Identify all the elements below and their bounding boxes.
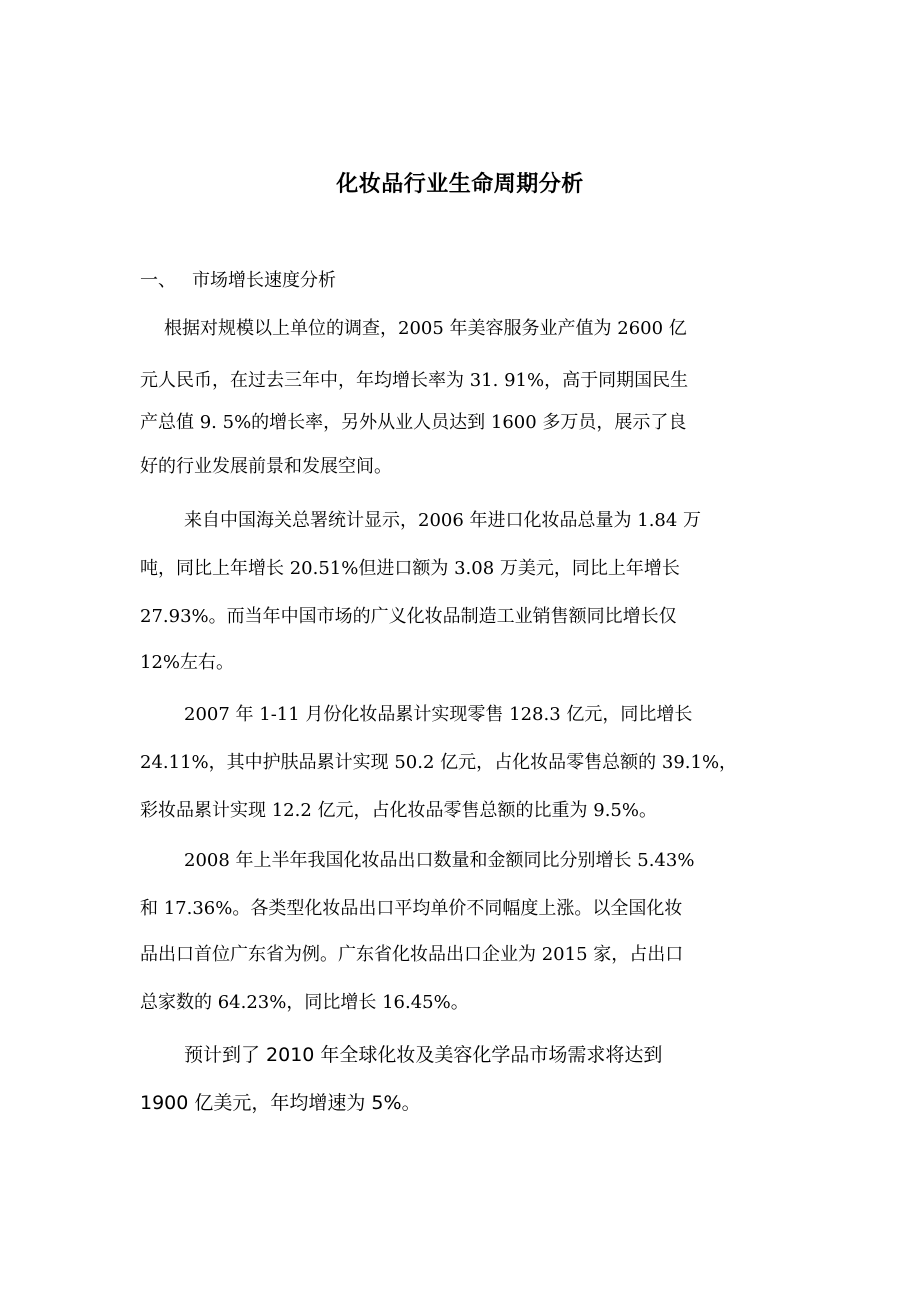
section-number: 一、 <box>140 270 176 291</box>
paragraph-5-line-2: 1900 亿美元，年均增速为 5%。 <box>140 1092 421 1114</box>
paragraph-4-line-1: 2008 年上半年我国化妆品出口数量和金额同比分别增长 5.43% <box>184 850 695 871</box>
paragraph-3-line-2: 24.11%，其中护肤品累计实现 50.2 亿元，占化妆品零售总额的 39.1%， <box>140 752 738 773</box>
paragraph-2-line-4: 12%左右。 <box>140 652 235 673</box>
section-title: 市场增长速度分析 <box>192 270 336 291</box>
paragraph-1-line-3: 产总值 9. 5%的增长率，另外从业人员达到 1600 多万员，展示了良 <box>140 412 687 433</box>
paragraph-5-line-1: 预计到了 2010 年全球化妆及美容化学品市场需求将达到 <box>184 1044 663 1066</box>
paragraph-2-line-3: 27.93%。而当年中国市场的广义化妆品制造工业销售额同比增长仅 <box>140 606 677 627</box>
paragraph-3-line-3: 彩妆品累计实现 12.2 亿元，占化妆品零售总额的比重为 9.5%。 <box>140 800 657 821</box>
paragraph-1-line-2: 元人民币，在过去三年中，年均增长率为 31. 91%，高于同期国民生 <box>140 370 689 391</box>
paragraph-1-line-1: 根据对规模以上单位的调查，2005 年美容服务业产值为 2600 亿 <box>164 318 687 339</box>
paragraph-1-line-4: 好的行业发展前景和发展空间。 <box>140 456 392 477</box>
paragraph-2-line-2: 吨，同比上年增长 20.51%但进口额为 3.08 万美元，同比上年增长 <box>140 558 680 579</box>
paragraph-4-line-3: 品出口首位广东省为例。广东省化妆品出口企业为 2015 家，占出口 <box>140 944 684 965</box>
paragraph-2-line-1: 来自中国海关总署统计显示，2006 年进口化妆品总量为 1.84 万 <box>184 510 702 531</box>
document-title: 化妆品行业生命周期分析 <box>336 171 584 197</box>
section-heading <box>140 266 336 296</box>
paragraph-3-line-1: 2007 年 1-11 月份化妆品累计实现零售 128.3 亿元，同比增长 <box>184 704 693 725</box>
paragraph-4-line-4: 总家数的 64.23%，同比增长 16.45%。 <box>140 992 469 1013</box>
paragraph-4-line-2: 和 17.36%。各类型化妆品出口平均单价不同幅度上涨。以全国化妆 <box>140 898 683 919</box>
